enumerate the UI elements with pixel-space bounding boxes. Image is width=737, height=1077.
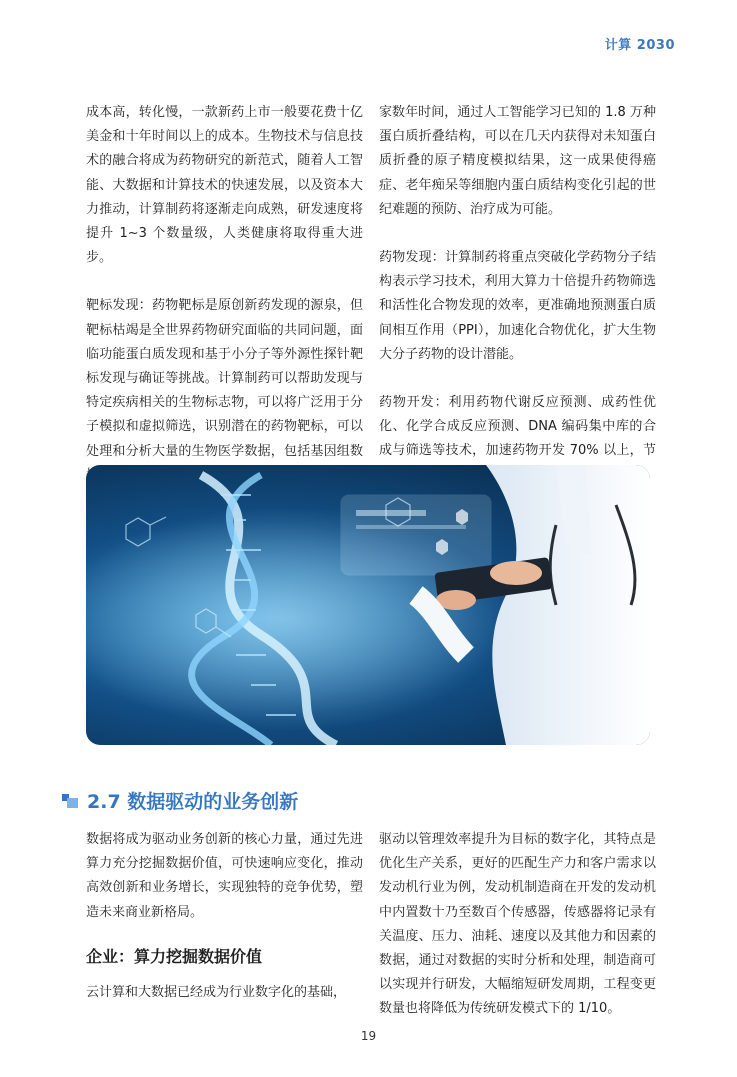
section-title: 2.7 数据驱动的业务创新 (87, 791, 299, 813)
paragraph: 数据将成为驱动业务创新的核心力量，通过先进算力充分挖掘数据价值，可快速响应变化，推动高效创新和业务增长，实现独特的竞争优势，塑造未来商业新格局。 (86, 832, 363, 920)
subheading: 企业：算力挖掘数据价值 (86, 946, 263, 966)
paragraph: 云计算和大数据已经成为行业数字化的基础， (86, 984, 347, 1000)
section-square-icon (62, 794, 78, 808)
section-heading (62, 787, 298, 814)
paragraph: 靶标发现：药物靶标是原创新药发现的源泉，但靶标枯竭是全世界药物研究面临的共同问题，面临功能蛋白质发现和基于小分子等外源性探针靶标发现与确证等挑战。计算制药可以帮助发现与特定疾病相关的生物标志物，可以将广泛用于分子模拟和虚拟筛选，识别潜在的药物靶标，可以处理和分析大量的生物医学数据，包括基因组数 (86, 298, 363, 459)
running-header: 计算 2030 (604, 38, 675, 53)
paragraph: 药物开发：利用药物代谢反应预测、成药性优化、化学合成反应预测、DNA 编码集中库的合成与筛选等技术，加速药物开发 70% 以上，节 (379, 395, 656, 459)
right-column-top (379, 101, 656, 488)
page-number: 19 (360, 1029, 377, 1043)
paragraph: 驱动以管理效率提升为目标的数字化，其特点是优化生产关系，更好的匹配生产力和客户需求以发动机行业为例，发动机制造商在开发的发动机中内置数十乃至数百个传感器，传感器将记录有关温度、压力、油耗、速度以及其他力和因素的数据，通过对数据的实时分析和处理，制造商可以实现并行研发，大幅缩短研发周期，工程变更数量也将降低为传统研发模式下的 1/10。 (379, 832, 656, 1017)
paragraph: 家数年时间，通过人工智能学习已知的 1.8 万种蛋白质折叠结构，可以在几天内获得对未知蛋白质折叠的原子精度模拟结果，这一成果使得癌症、老年痴呆等细胞内蛋白质结构变化引起的世纪难题的预防、治疗成为可能。 (379, 105, 656, 217)
dna-doctor-illustration-icon (86, 465, 650, 745)
right-column-bottom (379, 828, 656, 1022)
dna-doctor-image (86, 465, 650, 745)
left-column-top (86, 101, 363, 512)
left-column-bottom (86, 828, 363, 1005)
paragraph: 药物发现：计算制药将重点突破化学药物分子结构表示学习技术，利用大算力十倍提升药物筛选和活性化合物发现的效率，更准确地预测蛋白质间相互作用（PPI），加速化合物优化，扩大生物大分子药物的设计潜能。 (379, 250, 656, 362)
paragraph: 成本高，转化慢，一款新药上市一般要花费十亿美金和十年时间以上的成本。生物技术与信息技术的融合将成为药物研究的新范式，随着人工智能、大数据和计算技术的快速发展，以及资本大力推动，计算制药将逐渐走向成熟，研发速度将提升 1~3 个数量级，人类健康将取得重大进步。 (86, 105, 363, 266)
